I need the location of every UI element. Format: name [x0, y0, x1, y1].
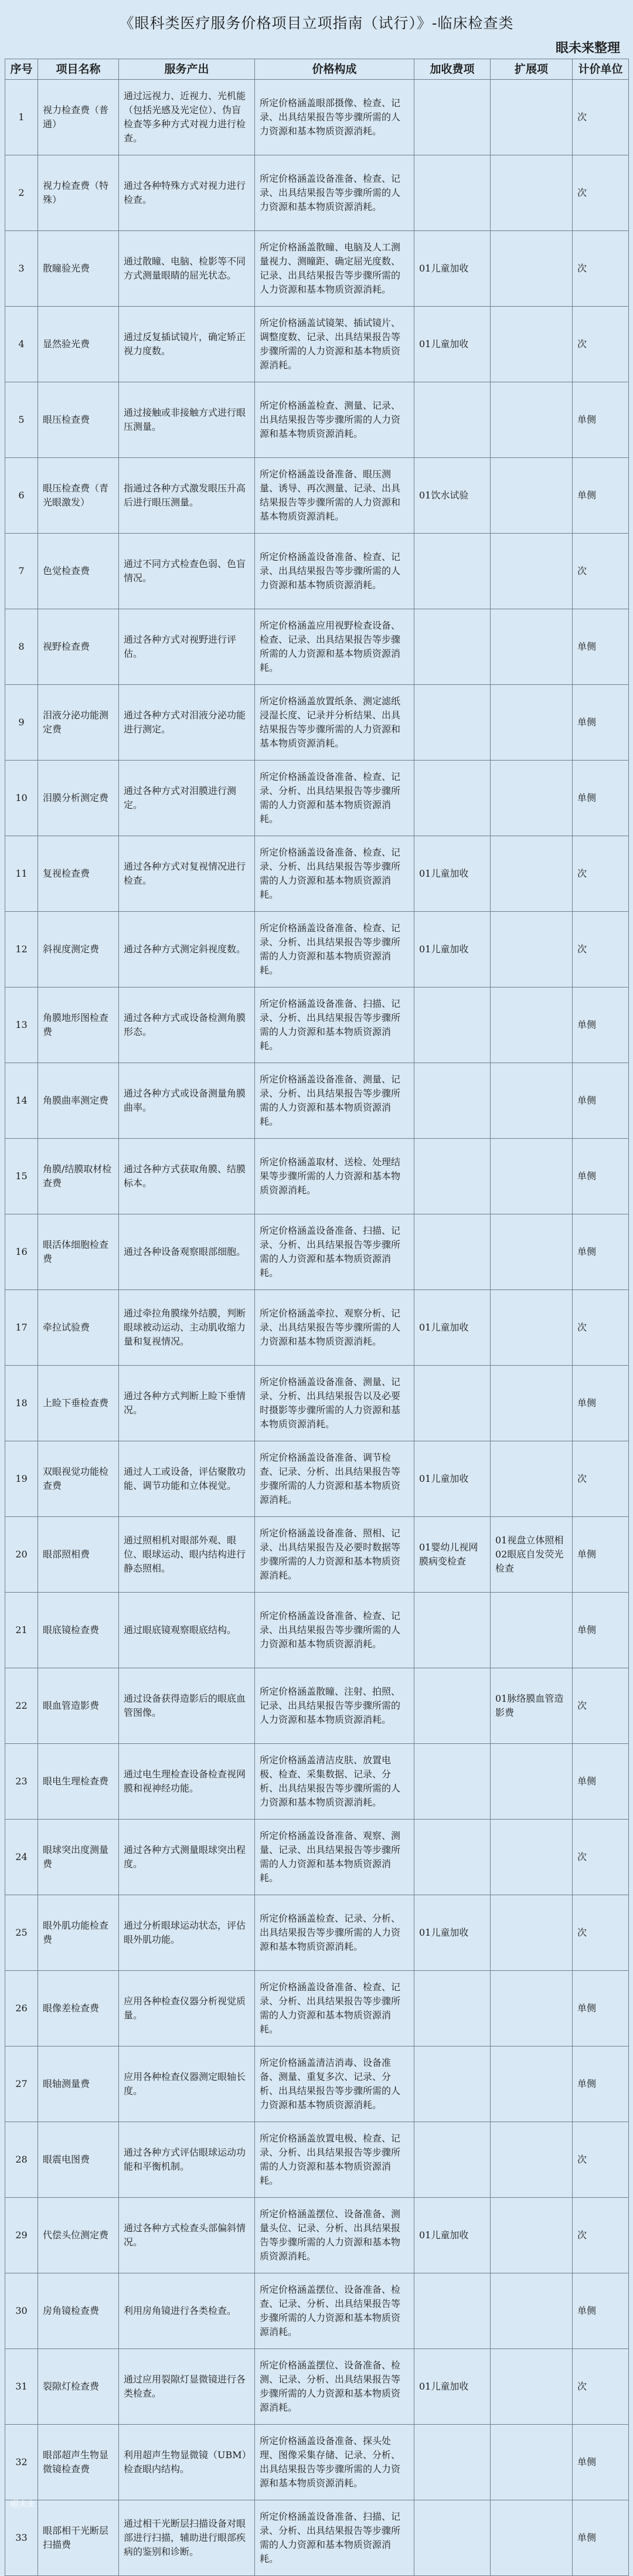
table-row: [5, 1971, 629, 2046]
cell-no: 6: [5, 458, 38, 534]
cell-output: 通过各种方式测定斜视度数。: [119, 912, 255, 987]
cell-cost: 所定价格涵盖取材、送检、处理结果等步骤所需的人力资源和基本物质资源消耗。: [255, 1139, 414, 1214]
cell-unit: 次: [573, 307, 629, 382]
cell-output: 通过散瞳、电脑、检影等不同方式测量眼睛的屈光状态。: [119, 231, 255, 307]
cell-extension: [491, 1820, 573, 1895]
cell-no: 22: [5, 1668, 38, 1744]
cell-extra-fee: [414, 2500, 491, 2576]
cell-output: 利用超声生物显微镜（UBM）检查眼内结构。: [119, 2425, 255, 2500]
cell-cost: 所定价格涵盖摆位、设备准备、测量头位、记录、分析、出具结果报告等步骤所需的人力资源和基本物质资源消耗。: [255, 2198, 414, 2273]
cell-unit: 单侧: [573, 382, 629, 458]
cell-name: 视力检查费（普通）: [38, 80, 119, 155]
cell-extra-fee: [414, 1366, 491, 1441]
cell-extension: [491, 458, 573, 534]
cell-extra-fee: 01饮水试验: [414, 458, 491, 534]
cell-name: 房角镜检查费: [38, 2273, 119, 2349]
cell-name: 眼部照相费: [38, 1517, 119, 1593]
cell-extra-fee: [414, 609, 491, 685]
cell-extension: [491, 1290, 573, 1366]
col-header-no: 序号: [5, 59, 38, 80]
cell-output: 通过照相机对眼部外观、眼位、眼球运动、眼内结构进行静态照相。: [119, 1517, 255, 1593]
table-row: [5, 2425, 629, 2500]
cell-unit: 次: [573, 2198, 629, 2273]
cell-output: 通过分析眼球运动状态，评估眼外肌功能。: [119, 1895, 255, 1971]
col-header-extension: 扩展项: [491, 59, 573, 80]
cell-name: 眼底镜检查费: [38, 1593, 119, 1668]
cell-unit: 次: [573, 2122, 629, 2198]
cell-output: 通过各种方式对泪液分泌功能进行测定。: [119, 685, 255, 761]
cell-no: 27: [5, 2046, 38, 2122]
cell-cost: 所定价格涵盖设备准备、检查、记录、分析、出具结果报告等步骤所需的人力资源和基本物质资源消耗。: [255, 761, 414, 836]
cell-cost: 所定价格涵盖设备准备、检查、记录、分析、出具结果报告等步骤所需的人力资源和基本物质资源消耗。: [255, 912, 414, 987]
cell-extension: [491, 2046, 573, 2122]
cell-cost: 所定价格涵盖设备准备、检查、记录、出具结果报告等步骤所需的人力资源和基本物质资源消耗。: [255, 1593, 414, 1668]
cell-extension: [491, 836, 573, 912]
cell-extension: 01视盘立体照相 02眼底自发荧光检查: [491, 1517, 573, 1593]
col-header-unit: 计价单位: [573, 59, 629, 80]
cell-output: 应用各种检查仪器测定眼轴长度。: [119, 2046, 255, 2122]
cell-output: 通过应用裂隙灯显微镜进行各类检查。: [119, 2349, 255, 2425]
cell-name: 斜视度测定费: [38, 912, 119, 987]
cell-extra-fee: 01儿童加收: [414, 2349, 491, 2425]
cell-output: 通过不同方式检查色弱、色盲情况。: [119, 534, 255, 609]
cell-cost: 所定价格涵盖放置电极、检查、记录、分析、出具结果报告等步骤所需的人力资源和基本物质资源消耗。: [255, 2122, 414, 2198]
cell-name: 视野检查费: [38, 609, 119, 685]
cell-extra-fee: 01婴幼儿视网膜病变检查: [414, 1517, 491, 1593]
table-row: [5, 307, 629, 382]
cell-name: 眼血管造影费: [38, 1668, 119, 1744]
cell-cost: 所定价格涵盖试镜架、插试镜片、调整度数、记录、出具结果报告等步骤所需的人力资源和基本物质资源消耗。: [255, 307, 414, 382]
table-row: [5, 2273, 629, 2349]
cell-output: 通过各种方式或设备测量角膜曲率。: [119, 1063, 255, 1139]
cell-extension: [491, 155, 573, 231]
cell-no: 7: [5, 534, 38, 609]
cell-cost: 所定价格涵盖设备准备、检查、记录、分析、出具结果报告等步骤所需的人力资源和基本物质资源消耗。: [255, 836, 414, 912]
cell-extension: 01脉络膜血管造影费: [491, 1668, 573, 1744]
cell-cost: 所定价格涵盖牵拉、观察分析、记录、出具结果报告等步骤所需的人力资源和基本物质资源消耗。: [255, 1290, 414, 1366]
cell-unit: 次: [573, 231, 629, 307]
cell-no: 23: [5, 1744, 38, 1820]
cell-extra-fee: [414, 1668, 491, 1744]
cell-extension: [491, 1441, 573, 1517]
cell-name: 眼外肌功能检查费: [38, 1895, 119, 1971]
cell-unit: 次: [573, 836, 629, 912]
cell-unit: 次: [573, 1895, 629, 1971]
cell-no: 12: [5, 912, 38, 987]
cell-name: 眼震电图费: [38, 2122, 119, 2198]
cell-no: 18: [5, 1366, 38, 1441]
cell-cost: 所定价格涵盖检查、测量、记录、出具结果报告等步骤所需的人力资源和基本物质资源消耗。: [255, 382, 414, 458]
cell-cost: 所定价格涵盖设备准备、扫描、记录、分析、出具结果报告等步骤所需的人力资源和基本物质资源消耗。: [255, 1214, 414, 1290]
cell-no: 2: [5, 155, 38, 231]
cell-name: 角膜地形图检查费: [38, 987, 119, 1063]
cell-extension: [491, 1139, 573, 1214]
table-row: [5, 1290, 629, 1366]
table-row: [5, 458, 629, 534]
table-row: [5, 382, 629, 458]
cell-unit: 次: [573, 1820, 629, 1895]
cell-name: 角膜/结膜取材检查费: [38, 1139, 119, 1214]
table-row: [5, 1820, 629, 1895]
cell-extra-fee: 01儿童加收: [414, 1290, 491, 1366]
table-row: [5, 2122, 629, 2198]
cell-cost: 所定价格涵盖设备准备、检查、记录、出具结果报告等步骤所需的人力资源和基本物质资源消耗。: [255, 155, 414, 231]
cell-no: 9: [5, 685, 38, 761]
cell-output: 指通过各种方式激发眼压升高后进行眼压测量。: [119, 458, 255, 534]
cell-output: 通过各种设备观察眼部细胞。: [119, 1214, 255, 1290]
cell-name: 泪液分泌功能测定费: [38, 685, 119, 761]
table-row: [5, 2198, 629, 2273]
cell-output: 通过各种方式对视野进行评估。: [119, 609, 255, 685]
cell-cost: 所定价格涵盖清洁消毒、设备准备、测量、重复多次、记录、分析、出具结果报告等步骤所需的人力资源和基本物质资源消耗。: [255, 2046, 414, 2122]
cell-extra-fee: 01儿童加收: [414, 912, 491, 987]
cell-extension: [491, 307, 573, 382]
cell-unit: 次: [573, 1441, 629, 1517]
cell-extension: [491, 80, 573, 155]
cell-no: 16: [5, 1214, 38, 1290]
cell-extension: [491, 1593, 573, 1668]
cell-extra-fee: [414, 382, 491, 458]
cell-extension: [491, 2349, 573, 2425]
cell-no: 31: [5, 2349, 38, 2425]
table-row: [5, 987, 629, 1063]
cell-cost: 所定价格涵盖设备准备、眼压测量、诱导、再次测量、记录、出具结果报告等步骤所需的人力资源和基本物质资源消耗。: [255, 458, 414, 534]
cell-name: 眼活体细胞检查费: [38, 1214, 119, 1290]
cell-extension: [491, 2425, 573, 2500]
col-header-cost: 价格构成: [255, 59, 414, 80]
cell-cost: 所定价格涵盖设备准备、测量、记录、分析、出具结果报告等步骤所需的人力资源和基本物质资源消耗。: [255, 1063, 414, 1139]
table-row: [5, 80, 629, 155]
cell-output: 通过各种方式获取角膜、结膜标本。: [119, 1139, 255, 1214]
cell-output: 通过反复插试镜片，确定矫正视力度数。: [119, 307, 255, 382]
cell-output: 通过相干光断层扫描设备对眼部进行扫描，辅助进行眼部疾病的鉴别和诊断。: [119, 2500, 255, 2576]
cell-cost: 所定价格涵盖设备准备、检查、记录、出具结果报告等步骤所需的人力资源和基本物质资源消耗。: [255, 534, 414, 609]
cell-cost: 所定价格涵盖设备准备、扫描、记录、分析、出具结果报告等步骤所需的人力资源和基本物质资源消耗。: [255, 2500, 414, 2576]
cell-unit: 单侧: [573, 1744, 629, 1820]
cell-unit: 次: [573, 155, 629, 231]
cell-cost: 所定价格涵盖眼部摄像、检查、记录、出具结果报告等步骤所需的人力资源和基本物质资源消耗。: [255, 80, 414, 155]
cell-unit: 次: [573, 534, 629, 609]
cell-unit: 单侧: [573, 1971, 629, 2046]
cell-no: 10: [5, 761, 38, 836]
cell-output: 通过眼底镜观察眼底结构。: [119, 1593, 255, 1668]
table-row: [5, 1895, 629, 1971]
cell-extension: [491, 231, 573, 307]
cell-extension: [491, 1971, 573, 2046]
cell-extra-fee: [414, 1744, 491, 1820]
cell-unit: 单侧: [573, 1593, 629, 1668]
cell-name: 眼轴测量费: [38, 2046, 119, 2122]
cell-name: 角膜曲率测定费: [38, 1063, 119, 1139]
cell-extra-fee: 01儿童加收: [414, 1895, 491, 1971]
cell-name: 泪膜分析测定费: [38, 761, 119, 836]
cell-no: 28: [5, 2122, 38, 2198]
cell-output: 通过人工或设备，评估聚散功能、调节功能和立体视觉。: [119, 1441, 255, 1517]
cell-output: 通过接触或非接触方式进行眼压测量。: [119, 382, 255, 458]
cell-extra-fee: 01儿童加收: [414, 307, 491, 382]
cell-no: 33: [5, 2500, 38, 2576]
cell-output: 通过各种方式检查头部偏斜情况。: [119, 2198, 255, 2273]
cell-extension: [491, 1366, 573, 1441]
cell-cost: 所定价格涵盖设备准备、照相、记录、出具结果报告及必要时数据等步骤所需的人力资源和基本物质资源消耗。: [255, 1517, 414, 1593]
cell-output: 通过各种方式评估眼球运动功能和平衡机制。: [119, 2122, 255, 2198]
cell-extension: [491, 761, 573, 836]
cell-name: 复视检查费: [38, 836, 119, 912]
cell-extra-fee: [414, 1593, 491, 1668]
cell-cost: 所定价格涵盖设备准备、观察、测量、记录、出具结果报告等步骤所需的人力资源和基本物质资源消耗。: [255, 1820, 414, 1895]
cell-name: 眼像差检查费: [38, 1971, 119, 2046]
cell-unit: 次: [573, 1290, 629, 1366]
cell-name: 眼电生理检查费: [38, 1744, 119, 1820]
cell-unit: 单侧: [573, 1214, 629, 1290]
cell-no: 17: [5, 1290, 38, 1366]
cell-unit: 单侧: [573, 1139, 629, 1214]
cell-no: 1: [5, 80, 38, 155]
cell-unit: 单侧: [573, 2500, 629, 2576]
cell-no: 11: [5, 836, 38, 912]
table-row: [5, 155, 629, 231]
cell-no: 14: [5, 1063, 38, 1139]
page-subtitle: 眼未来整理: [555, 40, 620, 56]
table-row: [5, 609, 629, 685]
cell-unit: 单侧: [573, 1366, 629, 1441]
cell-name: 眼部相干光断层扫描费: [38, 2500, 119, 2576]
cell-no: 25: [5, 1895, 38, 1971]
cell-unit: 单侧: [573, 2273, 629, 2349]
cell-extra-fee: [414, 155, 491, 231]
cell-cost: 所定价格涵盖设备准备、扫描、记录、分析、出具结果报告等步骤所需的人力资源和基本物质资源消耗。: [255, 987, 414, 1063]
table-row: [5, 761, 629, 836]
page-title: 《眼科类医疗服务价格项目立项指南（试行）》-临床检查类: [119, 15, 514, 32]
cell-extra-fee: [414, 685, 491, 761]
table-row: [5, 1668, 629, 1744]
table-row: [5, 2500, 629, 2576]
cell-cost: 所定价格涵盖散瞳、注射、拍照、记录、出具结果报告等步骤所需的人力资源和基本物质资源消耗。: [255, 1668, 414, 1744]
cell-unit: 单侧: [573, 2425, 629, 2500]
table-row: [5, 1441, 629, 1517]
cell-cost: 所定价格涵盖清洁皮肤、放置电极、检查、采集数据、记录、分析、出具结果报告等步骤所需的人力资源和基本物质资源消耗。: [255, 1744, 414, 1820]
cell-no: 26: [5, 1971, 38, 2046]
table-row: [5, 685, 629, 761]
cell-cost: 所定价格涵盖摆位、设备准备、检查、记录、分析、出具结果报告等步骤所需的人力资源和基本物质资源消耗。: [255, 2273, 414, 2349]
cell-output: 通过牵拉角膜缘外结膜，判断眼球被动运动、主动肌收缩力量和复视情况。: [119, 1290, 255, 1366]
cell-unit: 单侧: [573, 458, 629, 534]
cell-output: 应用各种检查仪器分析视觉质量。: [119, 1971, 255, 2046]
price-table: [5, 59, 629, 2576]
cell-extra-fee: [414, 2122, 491, 2198]
cell-name: 裂隙灯检查费: [38, 2349, 119, 2425]
cell-extra-fee: [414, 1971, 491, 2046]
cell-cost: 所定价格涵盖放置纸条、测定滤纸浸湿长度、记录并分析结果、出具结果报告等步骤所需的人力资源和基本物质资源消耗。: [255, 685, 414, 761]
table-body: [5, 80, 629, 2576]
cell-extension: [491, 1063, 573, 1139]
cell-extra-fee: [414, 2273, 491, 2349]
table-row: [5, 1366, 629, 1441]
cell-name: 视力检查费（特殊）: [38, 155, 119, 231]
cell-no: 15: [5, 1139, 38, 1214]
cell-output: 通过远视力、近视力、光机能（包括光感及光定位）、伪盲检查等多种方式对视力进行检查。: [119, 80, 255, 155]
cell-extension: [491, 2122, 573, 2198]
cell-unit: 单侧: [573, 609, 629, 685]
cell-extension: [491, 1214, 573, 1290]
cell-extra-fee: 01儿童加收: [414, 231, 491, 307]
cell-extension: [491, 609, 573, 685]
table-row: [5, 2349, 629, 2425]
table-row: [5, 1517, 629, 1593]
cell-unit: 单侧: [573, 1517, 629, 1593]
cell-extension: [491, 912, 573, 987]
cell-cost: 所定价格涵盖设备准备、测量、记录、分析、出具结果报告以及必要时摄影等步骤所需的人力资源和基本物质资源消耗。: [255, 1366, 414, 1441]
cell-extra-fee: [414, 761, 491, 836]
cell-name: 眼球突出度测量费: [38, 1820, 119, 1895]
cell-unit: 单侧: [573, 685, 629, 761]
cell-extension: [491, 2500, 573, 2576]
cell-cost: 所定价格涵盖设备准备、调节检查、记录、分析、出具结果报告等步骤所需的人力资源和基本物质资源消耗。: [255, 1441, 414, 1517]
table-row: [5, 912, 629, 987]
cell-cost: 所定价格涵盖散瞳、电脑及人工测量视力、测瞳距、确定屈光度数、记录、出具结果报告等步骤所需的人力资源和基本物质资源消耗。: [255, 231, 414, 307]
cell-output: 通过设备获得造影后的眼底血管图像。: [119, 1668, 255, 1744]
cell-no: 24: [5, 1820, 38, 1895]
col-header-extra-fee: 加收费项: [414, 59, 491, 80]
cell-name: 显然验光费: [38, 307, 119, 382]
cell-extension: [491, 685, 573, 761]
cell-extra-fee: 01儿童加收: [414, 1441, 491, 1517]
cell-extension: [491, 2273, 573, 2349]
cell-output: 通过各种方式测量眼球突出程度。: [119, 1820, 255, 1895]
cell-unit: 次: [573, 912, 629, 987]
cell-no: 19: [5, 1441, 38, 1517]
cell-extension: [491, 1895, 573, 1971]
cell-output: 通过各种方式对复视情况进行检查。: [119, 836, 255, 912]
cell-unit: 次: [573, 80, 629, 155]
cell-cost: 所定价格涵盖设备准备、探头处理、图像采集存储、记录、分析、出具结果报告等步骤所需的人力资源和基本物质资源消耗。: [255, 2425, 414, 2500]
cell-output: 利用房角镜进行各类检查。: [119, 2273, 255, 2349]
cell-output: 通过各种特殊方式对视力进行检查。: [119, 155, 255, 231]
cell-extra-fee: [414, 2425, 491, 2500]
cell-output: 通过电生理检查设备检查视网膜和视神经功能。: [119, 1744, 255, 1820]
cell-no: 8: [5, 609, 38, 685]
cell-no: 29: [5, 2198, 38, 2273]
cell-no: 13: [5, 987, 38, 1063]
cell-extension: [491, 987, 573, 1063]
cell-no: 5: [5, 382, 38, 458]
cell-unit: 单侧: [573, 1063, 629, 1139]
cell-extra-fee: 01儿童加收: [414, 836, 491, 912]
cell-cost: 所定价格涵盖应用视野检查设备、检查、记录、出具结果报告等步骤所需的人力资源和基本物质资源消耗。: [255, 609, 414, 685]
cell-name: 色觉检查费: [38, 534, 119, 609]
cell-extra-fee: [414, 1214, 491, 1290]
cell-extra-fee: [414, 987, 491, 1063]
cell-unit: 单侧: [573, 2046, 629, 2122]
cell-no: 21: [5, 1593, 38, 1668]
cell-name: 眼压检查费（青光眼激发）: [38, 458, 119, 534]
cell-extra-fee: [414, 1820, 491, 1895]
watermark: 眼未来: [11, 2500, 35, 2509]
cell-no: 30: [5, 2273, 38, 2349]
table-row: [5, 1214, 629, 1290]
table-row: [5, 1744, 629, 1820]
cell-extension: [491, 1744, 573, 1820]
cell-output: 通过各种方式对泪膜进行测定。: [119, 761, 255, 836]
table-row: [5, 534, 629, 609]
cell-cost: 所定价格涵盖检查、记录、分析、出具结果报告等步骤所需的人力资源和基本物质资源消耗。: [255, 1895, 414, 1971]
table-row: [5, 231, 629, 307]
cell-extra-fee: 01儿童加收: [414, 2198, 491, 2273]
cell-extra-fee: [414, 1063, 491, 1139]
cell-extra-fee: [414, 1139, 491, 1214]
col-header-output: 服务产出: [119, 59, 255, 80]
cell-unit: 次: [573, 1668, 629, 1744]
cell-no: 20: [5, 1517, 38, 1593]
cell-cost: 所定价格涵盖设备准备、检查、记录、分析、出具结果报告等步骤所需的人力资源和基本物质资源消耗。: [255, 1971, 414, 2046]
cell-extra-fee: [414, 534, 491, 609]
cell-no: 32: [5, 2425, 38, 2500]
cell-no: 4: [5, 307, 38, 382]
cell-extra-fee: [414, 80, 491, 155]
cell-no: 3: [5, 231, 38, 307]
table-row: [5, 1063, 629, 1139]
table-row: [5, 1139, 629, 1214]
cell-output: 通过各种方式判断上睑下垂情况。: [119, 1366, 255, 1441]
table-header-row: [5, 59, 629, 80]
cell-name: 上睑下垂检查费: [38, 1366, 119, 1441]
table-row: [5, 1593, 629, 1668]
cell-name: 眼压检查费: [38, 382, 119, 458]
cell-extra-fee: [414, 2046, 491, 2122]
cell-unit: 单侧: [573, 761, 629, 836]
cell-extension: [491, 382, 573, 458]
cell-cost: 所定价格涵盖摆位、设备准备、检测、记录、分析、出具结果报告等步骤所需的人力资源和基本物质资源消耗。: [255, 2349, 414, 2425]
cell-unit: 单侧: [573, 987, 629, 1063]
cell-unit: 次: [573, 2349, 629, 2425]
cell-name: 代偿头位测定费: [38, 2198, 119, 2273]
cell-name: 双眼视觉功能检查费: [38, 1441, 119, 1517]
cell-extension: [491, 534, 573, 609]
cell-extension: [491, 2198, 573, 2273]
table-row: [5, 2046, 629, 2122]
col-header-name: 项目名称: [38, 59, 119, 80]
table-row: [5, 836, 629, 912]
cell-output: 通过各种方式或设备检测角膜形态。: [119, 987, 255, 1063]
cell-name: 牵拉试验费: [38, 1290, 119, 1366]
cell-name: 眼部超声生物显微镜检查费: [38, 2425, 119, 2500]
cell-name: 散瞳验光费: [38, 231, 119, 307]
